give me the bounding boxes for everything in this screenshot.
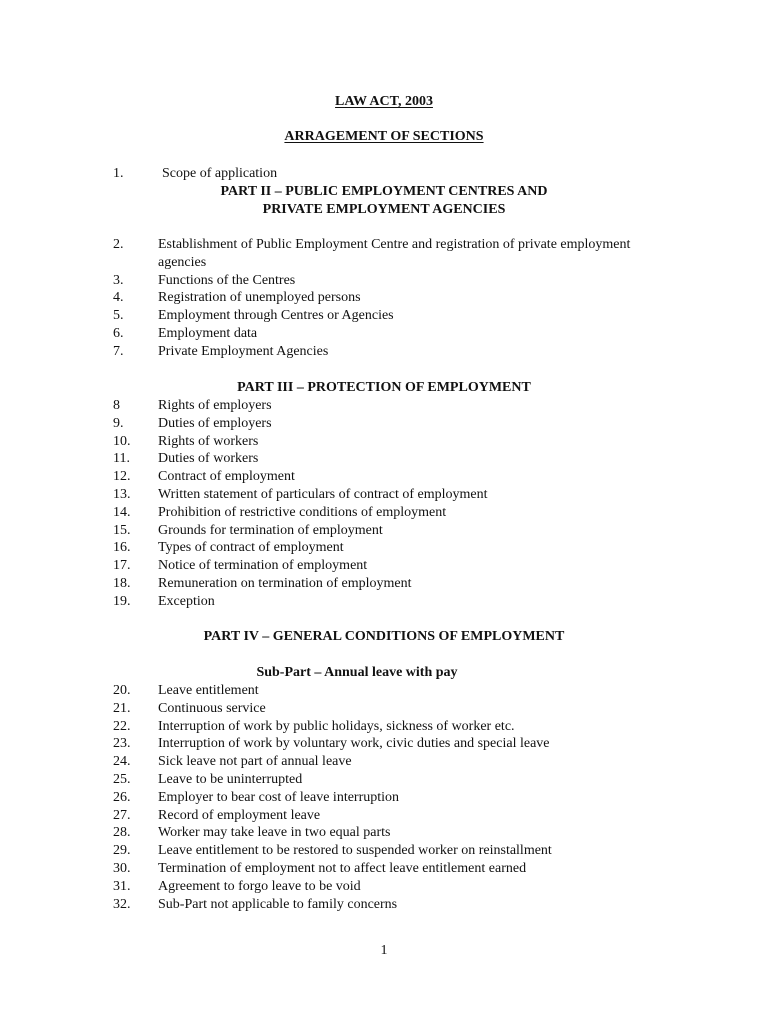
section-entry bbox=[113, 557, 633, 575]
section-title: Functions of the Centres bbox=[158, 272, 296, 288]
section-title: Grounds for termination of employment bbox=[158, 522, 383, 538]
section-title: Leave entitlement to be restored to suspended worker on reinstallment bbox=[158, 843, 552, 859]
section-number: 20. bbox=[113, 683, 131, 698]
document-title: LAW ACT, 2003 bbox=[335, 94, 433, 109]
section-entry bbox=[113, 486, 633, 504]
section-number: 31. bbox=[113, 878, 131, 894]
section-number: 13. bbox=[113, 486, 131, 502]
section-title: Establishment of Public Employment Centre and registration of private employment agencies bbox=[158, 237, 631, 270]
section-title: Written statement of particulars of contract of employment bbox=[158, 486, 488, 502]
section-number: 23. bbox=[113, 736, 131, 752]
section-title: Duties of employers bbox=[158, 415, 272, 431]
section-title: Sick leave not part of annual leave bbox=[158, 754, 352, 770]
section-number: 32. bbox=[113, 896, 131, 912]
section-entry bbox=[113, 504, 633, 522]
section-entry bbox=[113, 236, 633, 272]
section-title: Prohibition of restrictive conditions of employment bbox=[158, 504, 447, 520]
section-title: Leave to be uninterrupted bbox=[158, 771, 303, 787]
section-entry bbox=[113, 753, 633, 771]
section-number: 16. bbox=[113, 540, 131, 556]
section-number: 17. bbox=[113, 558, 131, 574]
subpart-heading: Sub-Part – Annual leave with pay bbox=[256, 665, 458, 680]
section-entry bbox=[113, 682, 633, 700]
part-iv-heading: PART IV – GENERAL CONDITIONS OF EMPLOYMENT bbox=[203, 629, 565, 644]
section-number: 6. bbox=[113, 325, 124, 341]
section-title: Registration of unemployed persons bbox=[158, 290, 361, 306]
part-ii-heading-line2: PRIVATE EMPLOYMENT AGENCIES bbox=[262, 202, 506, 217]
part-iii-entry-list bbox=[113, 397, 633, 611]
section-number: 15. bbox=[113, 522, 131, 538]
section-title: Scope of application bbox=[162, 166, 278, 181]
section-number: 24. bbox=[113, 754, 131, 770]
section-title: Rights of workers bbox=[158, 433, 259, 449]
section-number: 27. bbox=[113, 807, 131, 823]
section-number: 21. bbox=[113, 700, 131, 716]
section-number: 18. bbox=[113, 575, 131, 591]
section-number: 4. bbox=[113, 290, 124, 306]
section-number: 26. bbox=[113, 789, 131, 805]
section-title: Duties of workers bbox=[158, 451, 259, 467]
section-title: Continuous service bbox=[158, 700, 266, 716]
section-entry bbox=[113, 522, 633, 540]
section-title: Termination of employment not to affect leave entitlement earned bbox=[158, 860, 527, 876]
section-title: Types of contract of employment bbox=[158, 540, 344, 556]
section-entry bbox=[113, 807, 633, 825]
part-ii-heading-line1: PART II – PUBLIC EMPLOYMENT CENTRES AND bbox=[220, 184, 548, 199]
section-title: Agreement to forgo leave to be void bbox=[158, 878, 361, 894]
section-entry bbox=[113, 272, 633, 290]
section-title: Employment through Centres or Agencies bbox=[158, 308, 394, 324]
section-entry bbox=[113, 789, 633, 807]
section-title: Worker may take leave in two equal parts bbox=[158, 825, 391, 841]
section-title: Sub-Part not applicable to family concerns bbox=[158, 896, 398, 912]
section-entry bbox=[113, 700, 633, 718]
part-i-entry-list bbox=[113, 165, 633, 183]
part-ii-entry-list bbox=[113, 236, 633, 361]
section-title: Rights of employers bbox=[158, 398, 272, 413]
arrangement-title: ARRAGEMENT OF SECTIONS bbox=[284, 129, 484, 144]
section-number: 22. bbox=[113, 718, 131, 734]
section-title: Remuneration on termination of employment bbox=[158, 575, 412, 591]
section-title: Interruption of work by public holidays, sickness of worker etc. bbox=[158, 718, 515, 734]
part-ii-heading bbox=[0, 183, 768, 219]
section-title: Employer to bear cost of leave interruption bbox=[158, 789, 400, 805]
section-number: 1. bbox=[113, 166, 124, 181]
section-title: Leave entitlement bbox=[158, 683, 259, 698]
section-entry bbox=[113, 397, 633, 415]
section-number: 9. bbox=[113, 415, 124, 431]
section-entry bbox=[113, 824, 633, 842]
section-entry bbox=[113, 771, 633, 789]
section-number: 28. bbox=[113, 825, 131, 841]
section-entry bbox=[113, 343, 633, 361]
section-entry bbox=[113, 450, 633, 468]
section-entry bbox=[113, 593, 633, 611]
section-entry bbox=[113, 718, 633, 736]
section-entry bbox=[113, 165, 633, 183]
section-entry bbox=[113, 735, 633, 753]
section-entry bbox=[113, 878, 633, 896]
part-iii-heading: PART III – PROTECTION OF EMPLOYMENT bbox=[237, 380, 531, 395]
section-number: 11. bbox=[113, 451, 130, 467]
section-title: Private Employment Agencies bbox=[158, 343, 329, 359]
section-number: 3. bbox=[113, 272, 124, 288]
section-number: 19. bbox=[113, 593, 131, 609]
section-number: 5. bbox=[113, 308, 124, 324]
section-number: 14. bbox=[113, 504, 131, 520]
part-iv-entry-list bbox=[113, 682, 633, 913]
section-title: Notice of termination of employment bbox=[158, 558, 368, 574]
section-title: Record of employment leave bbox=[158, 807, 321, 823]
page-number: 1 bbox=[380, 943, 388, 958]
section-entry bbox=[113, 468, 633, 486]
section-title: Contract of employment bbox=[158, 469, 295, 485]
section-entry bbox=[113, 575, 633, 593]
section-entry bbox=[113, 307, 633, 325]
section-entry bbox=[113, 539, 633, 557]
section-title: Exception bbox=[158, 593, 215, 609]
section-title: Employment data bbox=[158, 325, 258, 341]
section-entry bbox=[113, 415, 633, 433]
section-entry bbox=[113, 860, 633, 878]
section-number: 7. bbox=[113, 343, 124, 359]
section-number: 12. bbox=[113, 469, 131, 485]
section-number: 2. bbox=[113, 237, 124, 252]
section-entry bbox=[113, 325, 633, 343]
section-number: 8 bbox=[113, 398, 120, 413]
section-entry bbox=[113, 842, 633, 860]
section-number: 30. bbox=[113, 860, 131, 876]
section-entry bbox=[113, 289, 633, 307]
section-number: 10. bbox=[113, 433, 131, 449]
section-entry bbox=[113, 896, 633, 914]
section-entry bbox=[113, 433, 633, 451]
section-number: 29. bbox=[113, 843, 131, 859]
section-title: Interruption of work by voluntary work, civic duties and special leave bbox=[158, 736, 550, 752]
section-number: 25. bbox=[113, 771, 131, 787]
